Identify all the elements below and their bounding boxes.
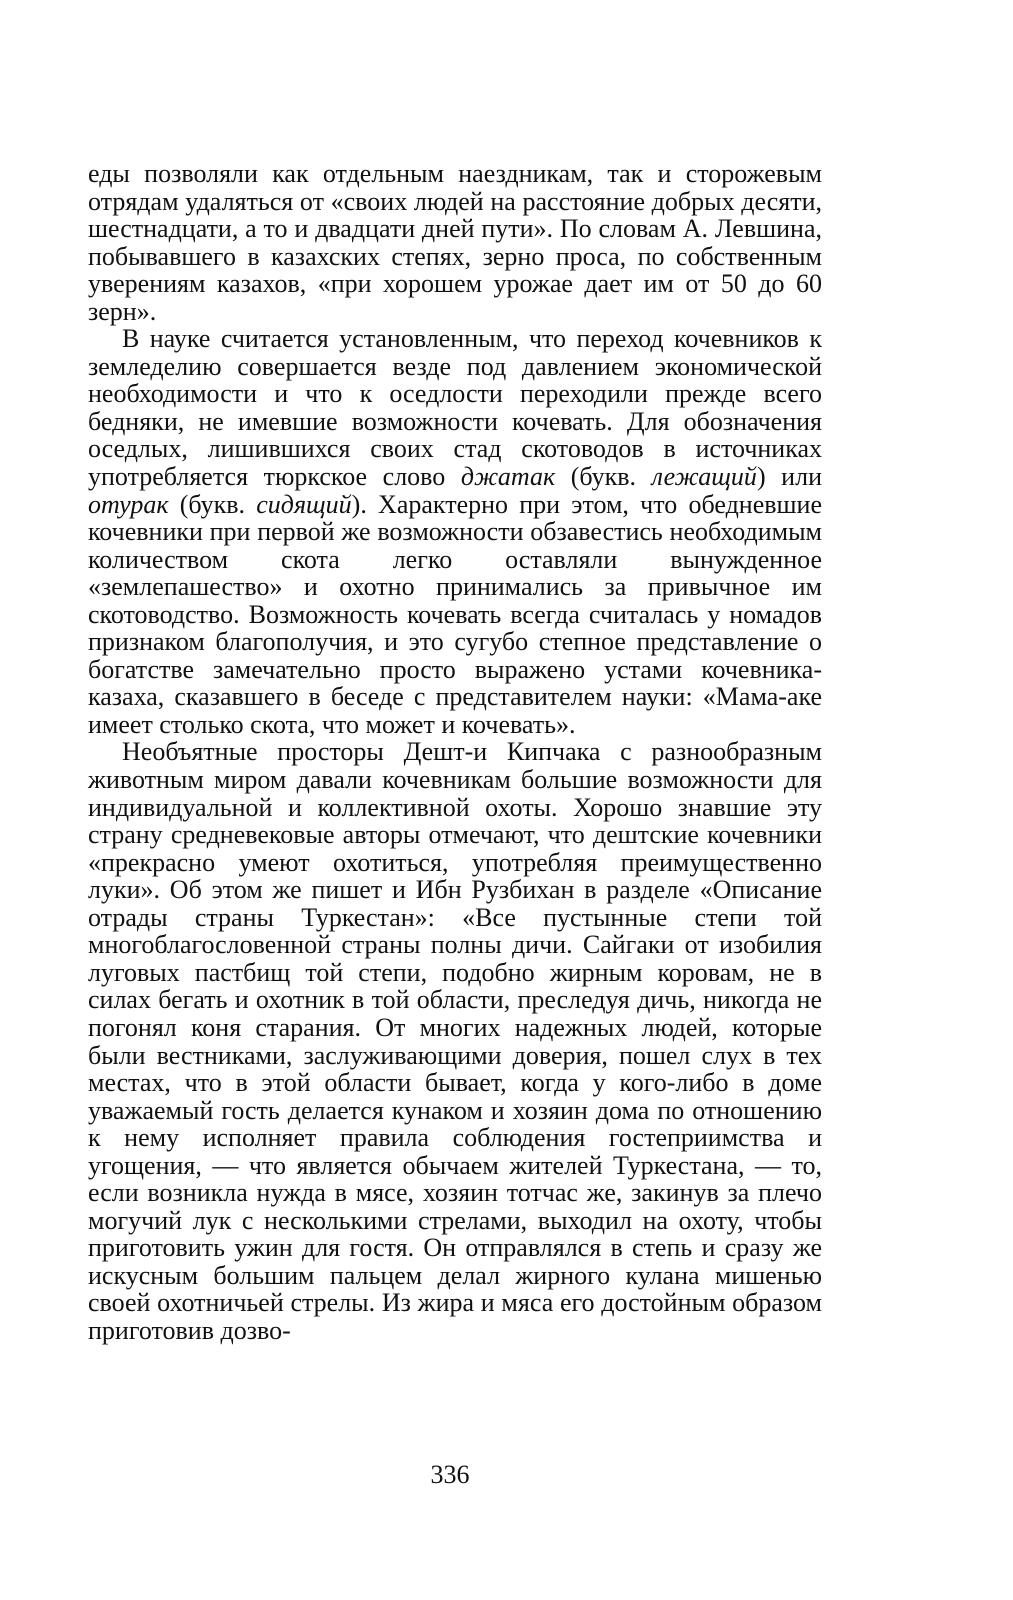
term-oturak: отурак [88, 489, 169, 519]
paragraph-2 [88, 325, 822, 738]
paragraph-2-text: (букв. [168, 489, 257, 519]
paragraph-1-text: еды позволяли как отдельным наездникам, так и сторожевым отрядам удаляться от «своих людей на расстояние добрых десяти, шестнадцати, а то и двадцати дней пути». По словам А. Левшина, побывавшего в казахских степях, зерно проса, по собственным уверениям казахов, «при хорошем урожае дает им от 50 до 60 зерн». [88, 159, 822, 326]
page-body-text [88, 160, 822, 1480]
paragraph-2-text: ). Характерно при этом, что обедневшие кочевники при первой же возможности обзавестись необходимым количеством скота легко оставляли вынужденное «землепашество» и охотно принимались за привычное им скотоводство. Возможность кочевать всегда считалась у номадов признаком благополучия, и это сугубо степное представление о богатстве замечательно просто выражено устами кочевника-казаха, сказавшего в беседе с представителем науки: «Мама-аке имеет столько скота, что может и кочевать». [88, 489, 822, 739]
paragraph-2-text: (букв. [555, 462, 652, 492]
paragraph-3 [88, 738, 822, 1344]
paragraph-2-text: ) или [756, 462, 822, 492]
term-lezhashchiy: лежащий [651, 462, 757, 492]
paragraph-1 [88, 160, 822, 325]
paragraph-3-text: Необъятные просторы Дешт-и Кипчака с разнообразным животным миром давали кочевникам большие возможности для индивидуальной и коллективной охоты. Хорошо знавшие эту страну средневековые авторы отмечают, что дештские кочевники «прекрасно умеют охотиться, употребляя преимущественно луки». Об этом же пишет и Ибн Рузбихан в разделе «Описание отрады страны Туркестан»: «Все пустынные степи той многоблагословенной страны полны дичи. Сайгаки от изобилия луговых пастбищ той степи, подобно жирным коровам, не в силах бегать и охотник в той области, преследуя дичь, никогда не погонял коня старания. От многих надежных людей, которые были вестниками, заслуживающими доверия, пошел слух в тех местах, что в этой области бывает, когда у кого-либо в доме уважаемый гость делается кунаком и хозяин дома по отношению к нему исполняет правила соблюдения гостеприимства и угощения, — что является обычаем жителей Туркестана, — то, если возникла нужда в мясе, хозяин тотчас же, закинув за плечо могучий лук с несколькими стрелами, выходил на охоту, чтобы приготовить ужин для гостя. Он отправлялся в степь и сразу же искусным большим пальцем делал жирного кулана мишенью своей охотничьей стрелы. Из жира и мяса его достойным образом приготовив дозво- [88, 737, 822, 1345]
paragraph-2-text: В науке считается установленным, что переход кочевников к земледелию совершается везде под давлением экономической необходимости и что к оседлости переходили прежде всего бедняки, не имевшие возможности кочевать. Для обозначения оседлых, лишившихся своих стад скотоводов в источниках употребляется тюркское слово [88, 324, 822, 492]
term-dzhatak: джатак [460, 462, 556, 492]
term-sidyashchiy: сидящий [256, 489, 352, 519]
page-number: 336 [430, 1460, 470, 1489]
